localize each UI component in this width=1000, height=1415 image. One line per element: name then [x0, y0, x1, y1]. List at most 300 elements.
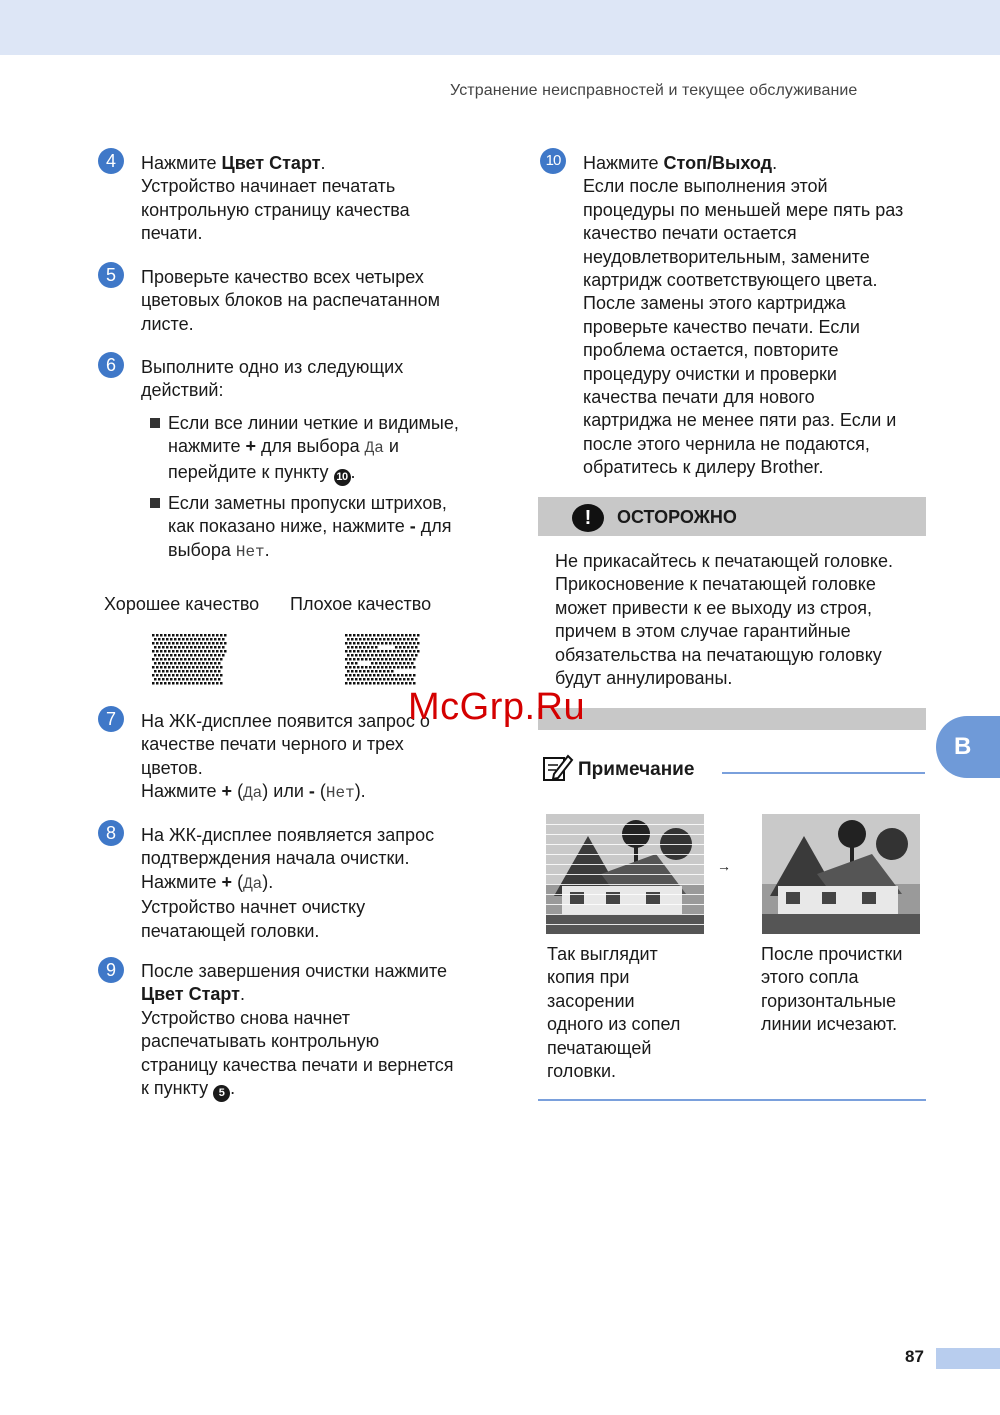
pattern-dot: [158, 646, 161, 649]
pattern-dot: [367, 678, 370, 681]
pattern-dot: [152, 642, 155, 645]
pattern-dot: [202, 678, 205, 681]
pattern-dot: [208, 674, 211, 677]
pattern-dot: [411, 654, 414, 657]
step-10-line: процедуры по меньшей мере пять раз: [583, 199, 904, 220]
pattern-dot: [180, 674, 183, 677]
pattern-dot: [389, 666, 392, 669]
pattern-dot: [176, 650, 179, 653]
pattern-dot: [160, 650, 163, 653]
step-8-line: Устройство начнет очистку: [141, 897, 366, 918]
pattern-dot: [186, 662, 189, 665]
pattern-dot: [210, 678, 213, 681]
pattern-dot: [168, 634, 171, 637]
option-no-text: для: [415, 516, 452, 537]
pattern-dot: [393, 666, 396, 669]
pattern-dot: [355, 662, 358, 665]
pattern-dot: [190, 654, 193, 657]
pattern-dot: [172, 642, 175, 645]
pattern-dot: [222, 646, 225, 649]
pattern-dot: [379, 678, 382, 681]
pattern-dot: [355, 670, 358, 673]
pattern-dot: [379, 662, 382, 665]
plus-key: +: [245, 436, 256, 457]
pattern-dot: [196, 634, 199, 637]
caption-after-line: этого сопла: [761, 967, 859, 988]
pattern-dot: [218, 678, 221, 681]
pattern-dot: [178, 670, 181, 673]
pattern-dot: [178, 678, 181, 681]
house-photo-streaked: [546, 814, 704, 934]
pattern-dot: [200, 666, 203, 669]
pattern-dot: [409, 634, 412, 637]
pattern-dot: [220, 666, 223, 669]
pattern-dot: [200, 634, 203, 637]
pattern-dot: [202, 662, 205, 665]
step-6-line: действий:: [141, 380, 224, 401]
step-6-option-yes: [168, 412, 459, 486]
pattern-dot: [166, 638, 169, 641]
pattern-dot: [208, 634, 211, 637]
caption-before-line: печатающей: [547, 1037, 652, 1058]
pattern-dot: [365, 658, 368, 661]
pattern-dot: [164, 634, 167, 637]
pattern-dot: [172, 634, 175, 637]
pattern-dot: [164, 658, 167, 661]
pattern-dot: [174, 662, 177, 665]
option-no-text: .: [264, 539, 270, 560]
pattern-dot: [349, 666, 352, 669]
pattern-dot: [204, 642, 207, 645]
pattern-dot: [409, 674, 412, 677]
pattern-dot: [377, 666, 380, 669]
step-4-prefix: Нажмите: [141, 153, 222, 173]
pattern-dot: [174, 638, 177, 641]
pattern-dot: [369, 674, 372, 677]
pattern-dot: [216, 658, 219, 661]
pattern-dot: [399, 654, 402, 657]
pattern-dot: [212, 650, 215, 653]
pattern-dot: [158, 662, 161, 665]
page-number-bar: [936, 1348, 1000, 1369]
pattern-dot: [381, 674, 384, 677]
pattern-dot: [415, 638, 418, 641]
pattern-dot: [379, 654, 382, 657]
step-9-text: [141, 960, 454, 1102]
pattern-dot: [369, 666, 372, 669]
step-4-line: контрольную страницу качества: [141, 199, 410, 220]
pattern-dot: [401, 642, 404, 645]
pattern-dot: [218, 638, 221, 641]
pattern-dot: [152, 650, 155, 653]
pattern-dot: [397, 658, 400, 661]
pattern-dot: [363, 638, 366, 641]
pattern-dot: [401, 650, 404, 653]
chapter-tab-label: B: [954, 733, 972, 760]
pattern-dot: [154, 678, 157, 681]
pattern-dot: [154, 670, 157, 673]
pattern-dot: [180, 642, 183, 645]
pattern-dot: [182, 646, 185, 649]
pattern-dot: [170, 678, 173, 681]
pattern-dot: [162, 670, 165, 673]
pattern-dot: [222, 654, 225, 657]
pattern-dot: [401, 674, 404, 677]
pattern-dot: [397, 634, 400, 637]
pattern-dot: [377, 658, 380, 661]
pattern-dot: [166, 670, 169, 673]
step-number-6: 6: [98, 352, 124, 378]
pattern-dot: [351, 678, 354, 681]
pattern-dot: [158, 654, 161, 657]
pattern-dot: [387, 638, 390, 641]
pattern-dot: [413, 674, 416, 677]
step-5-line: листе.: [141, 313, 194, 334]
pattern-dot: [347, 678, 350, 681]
pattern-dot: [214, 646, 217, 649]
pattern-dot: [361, 634, 364, 637]
pattern-dot: [172, 658, 175, 661]
pattern-dot: [377, 642, 380, 645]
option-yes-text: и: [383, 436, 399, 457]
step-5-line: цветовых блоков на распечатанном: [141, 290, 440, 311]
step-10-line: обратитесь к дилеру Brother.: [583, 457, 824, 478]
pattern-dot: [365, 650, 368, 653]
pattern-dot: [367, 670, 370, 673]
display-no: Нет: [325, 784, 355, 803]
pattern-dot: [208, 650, 211, 653]
pattern-dot: [186, 646, 189, 649]
pattern-dot: [224, 634, 227, 637]
pattern-dot: [397, 682, 400, 685]
step-ref-5: 5: [213, 1085, 230, 1102]
step-4-line: печати.: [141, 223, 203, 244]
display-yes: Да: [243, 874, 263, 893]
pattern-dot: [373, 642, 376, 645]
caution-line: может привести к ее выходу из строя,: [555, 597, 873, 618]
pattern-dot: [365, 666, 368, 669]
minus-key: -: [409, 516, 416, 537]
pattern-dot: [190, 678, 193, 681]
pattern-dot: [194, 678, 197, 681]
pattern-dot: [365, 634, 368, 637]
pattern-dot: [413, 634, 416, 637]
pattern-dot: [411, 638, 414, 641]
pattern-dot: [206, 654, 209, 657]
pattern-dot: [192, 666, 195, 669]
pattern-dot: [162, 662, 165, 665]
pattern-dot: [387, 662, 390, 665]
pattern-dot: [373, 666, 376, 669]
pattern-dot: [154, 662, 157, 665]
pattern-dot: [186, 654, 189, 657]
pattern-dot: [417, 642, 420, 645]
pattern-dot: [383, 670, 386, 673]
pattern-dot: [168, 650, 171, 653]
pattern-dot: [216, 682, 219, 685]
pattern-dot: [365, 682, 368, 685]
step-10-line: После замены этого картриджа: [583, 293, 846, 314]
top-band: [0, 0, 1000, 55]
pattern-dot: [178, 662, 181, 665]
pattern-dot: [377, 674, 380, 677]
pattern-dot: [214, 670, 217, 673]
pattern-dot: [186, 638, 189, 641]
pattern-dot: [198, 670, 201, 673]
pattern-dot: [385, 674, 388, 677]
pattern-dot: [375, 638, 378, 641]
pattern-dot: [415, 654, 418, 657]
pattern-dot: [174, 670, 177, 673]
pattern-dot: [168, 674, 171, 677]
pattern-dot: [381, 642, 384, 645]
pattern-dot: [160, 682, 163, 685]
step-number-10: 10: [540, 148, 566, 174]
pattern-dot: [403, 654, 406, 657]
pattern-dot: [395, 678, 398, 681]
pattern-dot: [162, 646, 165, 649]
pattern-dot: [357, 666, 360, 669]
pattern-dot: [385, 666, 388, 669]
pattern-dot: [196, 682, 199, 685]
pattern-dot: [409, 642, 412, 645]
step-number-7: 7: [98, 706, 124, 732]
pattern-dot: [218, 662, 221, 665]
pattern-dot: [170, 670, 173, 673]
pattern-dot: [363, 646, 366, 649]
pattern-dot: [182, 678, 185, 681]
step-9-text-part: к пункту: [141, 1078, 214, 1099]
pattern-dot: [349, 650, 352, 653]
step-8-line: печатающей головки.: [141, 920, 320, 941]
pattern-dot: [204, 650, 207, 653]
pattern-dot: [220, 634, 223, 637]
pattern-dot: [359, 678, 362, 681]
pattern-dot: [198, 638, 201, 641]
pattern-dot: [156, 674, 159, 677]
pattern-dot: [196, 666, 199, 669]
pattern-dot: [407, 646, 410, 649]
chapter-tab: [936, 716, 1000, 778]
pattern-dot: [192, 682, 195, 685]
pattern-dot: [156, 642, 159, 645]
pattern-dot: [373, 674, 376, 677]
pattern-dot: [180, 634, 183, 637]
pattern-dot: [393, 674, 396, 677]
pattern-dot: [192, 650, 195, 653]
caution-footer-bar: [538, 708, 926, 730]
pattern-dot: [212, 634, 215, 637]
pattern-dot: [188, 650, 191, 653]
page-number: 87: [905, 1347, 924, 1366]
pattern-dot: [395, 662, 398, 665]
pattern-dot: [186, 678, 189, 681]
pattern-dot: [192, 658, 195, 661]
step-10-line: Если после выполнения этой: [583, 176, 828, 197]
step-4-button-name: Цвет Старт: [221, 153, 321, 173]
pattern-dot: [200, 674, 203, 677]
pattern-dot: [188, 674, 191, 677]
pattern-dot: [377, 682, 380, 685]
step-7-text-part: Нажмите: [141, 781, 222, 802]
note-title: Примечание: [578, 759, 695, 780]
pattern-dot: [184, 682, 187, 685]
pattern-dot: [198, 662, 201, 665]
pattern-dot: [413, 682, 416, 685]
pattern-dot: [190, 670, 193, 673]
pattern-dot: [218, 654, 221, 657]
pattern-dot: [154, 654, 157, 657]
pattern-dot: [371, 670, 374, 673]
pattern-dot: [375, 646, 378, 649]
pattern-dot: [200, 650, 203, 653]
pattern-dot: [397, 666, 400, 669]
pattern-dot: [393, 650, 396, 653]
pattern-dot: [156, 650, 159, 653]
pattern-dot: [198, 678, 201, 681]
pattern-dot: [413, 642, 416, 645]
pattern-dot: [357, 642, 360, 645]
pattern-dot: [212, 674, 215, 677]
step-7-text-part: (: [314, 781, 326, 802]
pattern-dot: [164, 674, 167, 677]
bad-quality-pattern: [345, 634, 421, 686]
pattern-dot: [389, 682, 392, 685]
pattern-dot: [349, 634, 352, 637]
step-10-line: проверьте качество печати. Если: [583, 316, 860, 337]
pattern-dot: [345, 666, 348, 669]
pattern-dot: [218, 646, 221, 649]
pattern-dot: [413, 666, 416, 669]
pattern-dot: [182, 670, 185, 673]
option-yes-text: нажмите: [168, 436, 246, 457]
pattern-dot: [192, 634, 195, 637]
pattern-dot: [194, 662, 197, 665]
pattern-dot: [200, 642, 203, 645]
pattern-dot: [212, 682, 215, 685]
pattern-dot: [391, 638, 394, 641]
step-10-prefix: Нажмите: [583, 153, 664, 173]
pattern-dot: [202, 654, 205, 657]
pattern-dot: [355, 678, 358, 681]
pattern-dot: [393, 642, 396, 645]
pattern-dot: [202, 670, 205, 673]
pattern-dot: [166, 646, 169, 649]
step-6-line: Выполните одно из следующих: [141, 357, 404, 377]
pattern-dot: [184, 642, 187, 645]
pattern-dot: [188, 634, 191, 637]
pattern-dot: [184, 634, 187, 637]
pattern-dot: [405, 634, 408, 637]
step-7-text-part: ) или: [262, 781, 309, 802]
pattern-dot: [180, 666, 183, 669]
step-8-text-part: (: [232, 871, 244, 892]
step-9-line: После завершения очистки нажмите: [141, 961, 447, 981]
caption-before-line: головки.: [547, 1061, 616, 1082]
step-5-text: [141, 266, 440, 336]
pattern-dot: [184, 658, 187, 661]
pattern-dot: [220, 642, 223, 645]
pattern-dot: [387, 654, 390, 657]
pattern-dot: [393, 658, 396, 661]
pattern-dot: [409, 666, 412, 669]
step-9-text-part: .: [230, 1078, 236, 1099]
pattern-dot: [158, 670, 161, 673]
pattern-dot: [377, 650, 380, 653]
pattern-dot: [214, 678, 217, 681]
pattern-dot: [176, 666, 179, 669]
display-no: Нет: [235, 542, 265, 561]
pattern-dot: [168, 658, 171, 661]
pattern-dot: [164, 642, 167, 645]
pattern-dot: [363, 654, 366, 657]
pattern-dot: [393, 682, 396, 685]
pattern-dot: [405, 674, 408, 677]
pattern-dot: [399, 678, 402, 681]
pattern-dot: [359, 638, 362, 641]
pattern-dot: [403, 646, 406, 649]
caution-line: Прикосновение к печатающей головке: [555, 574, 876, 595]
pattern-dot: [401, 634, 404, 637]
pattern-dot: [188, 642, 191, 645]
pattern-dot: [399, 646, 402, 649]
pattern-dot: [204, 634, 207, 637]
pattern-dot: [160, 658, 163, 661]
step-8-text-part: Нажмите: [141, 871, 222, 892]
plus-key: +: [221, 871, 233, 892]
pattern-dot: [160, 634, 163, 637]
pattern-dot: [367, 654, 370, 657]
caption-after-line: линии исчезают.: [761, 1014, 898, 1035]
pattern-dot: [349, 658, 352, 661]
pattern-dot: [357, 650, 360, 653]
pattern-dot: [156, 658, 159, 661]
pattern-dot: [162, 678, 165, 681]
caption-before-line: засорении: [547, 990, 635, 1011]
pattern-dot: [200, 658, 203, 661]
pattern-dot: [176, 682, 179, 685]
step-9-button-name: Цвет Старт: [141, 984, 240, 1005]
pattern-dot: [383, 678, 386, 681]
pattern-dot: [345, 674, 348, 677]
pattern-dot: [361, 642, 364, 645]
pattern-dot: [405, 650, 408, 653]
pattern-dot: [357, 674, 360, 677]
pattern-dot: [214, 662, 217, 665]
caution-text: [555, 550, 893, 690]
pattern-dot: [367, 638, 370, 641]
pattern-dot: [152, 682, 155, 685]
step-5-line: Проверьте качество всех четырех: [141, 267, 424, 287]
pattern-dot: [192, 642, 195, 645]
pattern-dot: [152, 666, 155, 669]
pattern-dot: [176, 674, 179, 677]
pattern-dot: [182, 662, 185, 665]
step-10-button-name: Стоп/Выход: [663, 153, 773, 173]
step-8-text-part: ).: [262, 871, 274, 892]
pattern-dot: [188, 666, 191, 669]
step-7-line: качестве печати черного и трех: [141, 734, 404, 755]
pattern-dot: [415, 646, 418, 649]
note-pencil-icon: [542, 752, 574, 782]
pattern-dot: [403, 678, 406, 681]
pattern-dot: [371, 678, 374, 681]
pattern-dot: [162, 654, 165, 657]
option-no-line: Если заметны пропуски штрихов,: [168, 493, 447, 513]
pattern-dot: [377, 634, 380, 637]
step-9-line: распечатывать контрольную: [141, 1031, 380, 1052]
step-4-line: Устройство начинает печатать: [141, 176, 396, 197]
